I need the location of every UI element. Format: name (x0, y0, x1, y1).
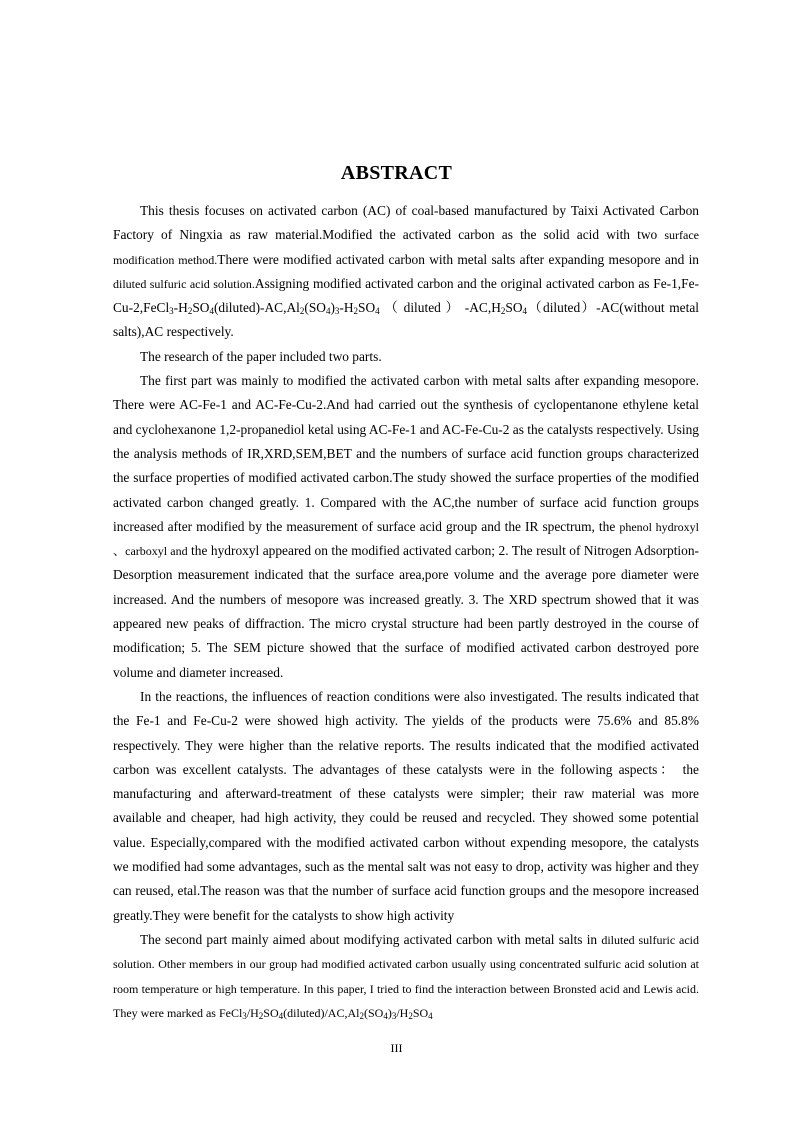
subscript: 4 (278, 1010, 284, 1021)
text-run: -H (173, 300, 188, 316)
text-run-small: phenol hydroxyl 、carboxyl and (113, 519, 699, 559)
subscript: 4 (375, 306, 380, 317)
text-run: Assigning modified activated carbon and the original activated carbon as Fe-1,Fe-Cu-2,FeCl (113, 275, 699, 316)
subscript: 2 (359, 1010, 364, 1021)
subscript: 3 (242, 1010, 247, 1021)
paragraph-2: The research of the paper included two parts. (140, 348, 382, 364)
page-number: III (390, 1041, 403, 1055)
text-run: SO (263, 1005, 279, 1020)
text-run: （ diluted ） -AC,H (379, 300, 501, 316)
text-run-small: diluted sulfuric acid solution. (113, 276, 255, 291)
text-run: SO (358, 300, 376, 316)
text-run: The second part mainly aimed about modifying activated carbon with metal salts in (140, 931, 602, 947)
subscript: 2 (408, 1010, 413, 1021)
text-run: SO (412, 1005, 429, 1020)
text-run: ) (330, 300, 335, 316)
subscript: 3 (169, 306, 174, 317)
subscript: 2 (187, 306, 193, 317)
text-run: ) (387, 1005, 392, 1020)
text-run: The first part was mainly to modified the activated carbon with metal salts after expanding mesopore. There were AC-Fe-1 and AC-Fe-Cu-2.And had carried out the synthesis of cyclopentanone ethylene ketal and cyclohexanone 1,2-propanediol ketal using AC-Fe-1 and AC-Fe-Cu-2 as the catalysts respectively. Using the analysis methods of IR,XRD,SEM,BET and the numbers of surface acid function groups characterized the surface properties of modified activated carbon.The study showed the surface properties of the modified activated carbon changed greatly. 1. Compared with the AC,the number of surface acid function groups increased after modified by the measurement of surface acid group and the IR spectrum, the (113, 373, 699, 534)
text-run: the hydroxyl appeared on the modified activated carbon; 2. The result of Nitrogen Adsorption-Desorption measurement indicated that the surface area,pore volume and the average pore diameter were increased. And the numbers of mesopore was increased greatly. 3. The XRD spectrum showed that it was appeared new peaks of diffraction. The micro crystal structure had been partly destroyed in the course of modification; 5. The SEM picture showed that the surface of modified activated carbon destroyed pore volume and diameter increased. (113, 543, 699, 680)
subscript: 3 (391, 1010, 397, 1021)
text-run: This thesis focuses on activated carbon (AC) of coal-based manufactured by Taixi Activated Carbon Factory of Ningxia as raw material.Modified the activated carbon as the solid acid with two (113, 203, 699, 243)
text-run: /H (246, 1005, 259, 1020)
subscript: 2 (258, 1010, 264, 1021)
text-run: （diluted）-AC(without metal salts),AC respectively. (113, 300, 699, 340)
subscript: 4 (383, 1010, 388, 1021)
subscript: 2 (500, 306, 506, 317)
abstract-body (113, 199, 699, 1025)
abstract-title: ABSTRACT (340, 162, 453, 184)
paragraph-4: In the reactions, the influences of reaction conditions were also investigated. The results indicated that the Fe-1 and Fe-Cu-2 were showed high activity. The yields of the products were 75.6% and 85.8% respectively. They were higher than the relative reports. The results indicated that the modified activated carbon was excellent catalysts. The advantages of these catalysts were in the following aspects： the manufacturing and afterward-treatment of these catalysts were simpler; their raw material was more available and cheaper, had high activity, they could be reused and recycled. They showed some potential value. Especially,compared with the modified activated carbon without expending mesopore, the catalysts we modified had some advantages, such as the mental salt was not easy to drop, activity was higher and they can reused, etal.The reason was that the number of surface acid function groups and the mesopore increased greatly.They were benefit for the catalysts to show high activity (113, 688, 699, 923)
text-run-small: diluted sulfuric acid solution. Other members in our group had modified activated carbon usually using concentrated sulfuric acid solution at room temperature or high temperature. In this paper, I tried to find the interaction between Bronsted acid and Lewis acid. They were marked as FeCl (113, 932, 699, 1020)
paragraph-3 (113, 369, 699, 685)
text-run-small: surface modification method. (113, 228, 699, 267)
subscript: 4 (209, 306, 214, 317)
text-run: SO (192, 300, 210, 316)
paragraph-5 (113, 928, 699, 1025)
subscript: 4 (428, 1010, 433, 1021)
text-run: SO (505, 300, 523, 316)
subscript: 4 (325, 306, 331, 317)
text-run: (diluted)/AC,Al (283, 1005, 360, 1020)
text-run: (SO (363, 1005, 384, 1020)
text-run: -H (339, 300, 354, 316)
paragraph-1 (113, 199, 699, 345)
text-run: There were modified activated carbon with metal salts after expanding mesopore and in (217, 251, 700, 267)
text-run: (diluted)-AC,Al (213, 300, 300, 316)
text-run: (SO (304, 300, 326, 316)
subscript: 2 (353, 306, 359, 317)
subscript: 3 (334, 306, 340, 317)
subscript: 4 (522, 306, 528, 317)
text-run: /H (396, 1005, 409, 1020)
subscript: 2 (299, 306, 305, 317)
